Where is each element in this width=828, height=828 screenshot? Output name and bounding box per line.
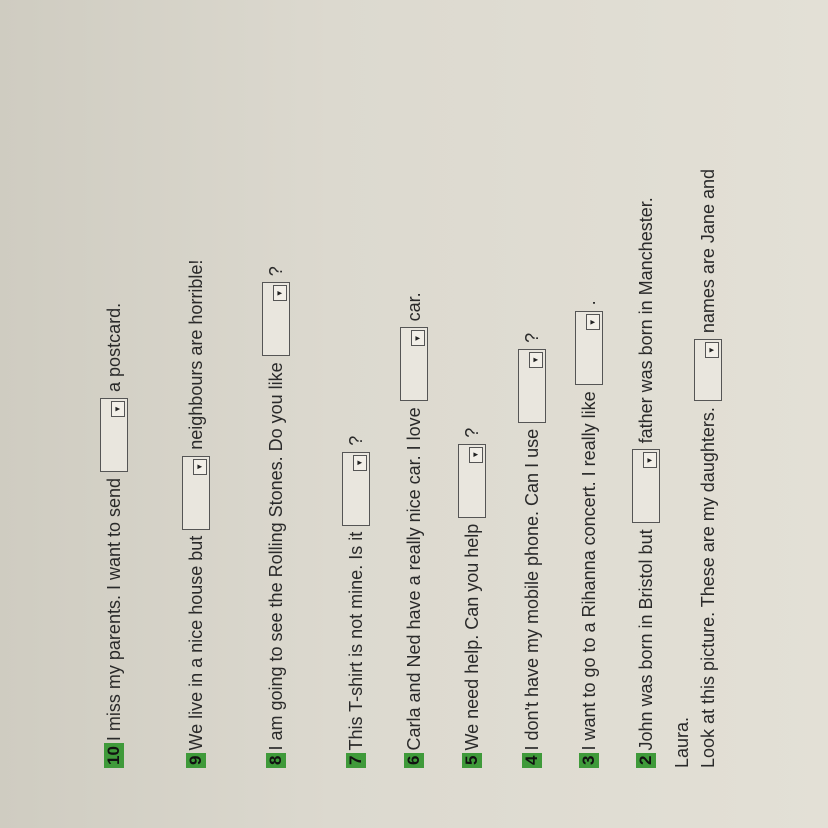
item-text-before: John was born in Bristol but	[635, 529, 656, 751]
intro-line-1	[694, 169, 722, 768]
item-number: 6	[404, 753, 424, 768]
item-number: 3	[579, 753, 599, 768]
dropdown-9[interactable]	[182, 456, 210, 530]
item-number: 9	[186, 753, 206, 768]
chevron-down-icon: ▼	[469, 447, 483, 463]
item-number: 4	[522, 753, 542, 768]
intro-text: Look at this picture. These are my daughters.	[697, 407, 718, 768]
item-text-before: This T-shirt is not mine. Is it	[345, 531, 366, 751]
item-3	[575, 300, 603, 768]
item-text-before: I miss my parents. I want to send	[103, 477, 124, 742]
item-text-after: neighbours are horrible!	[185, 259, 206, 450]
item-text-before: I am going to see the Rolling Stones. Do you like	[265, 362, 286, 751]
item-number: 8	[266, 753, 286, 768]
item-2	[632, 197, 660, 768]
item-number: 5	[462, 753, 482, 768]
item-6	[400, 292, 428, 768]
chevron-down-icon: ▼	[273, 285, 287, 301]
intro-after-text: names are Jane and	[697, 169, 718, 334]
dropdown-2[interactable]	[632, 449, 660, 523]
chevron-down-icon: ▼	[111, 401, 125, 417]
item-text-after: .	[578, 300, 599, 306]
chevron-down-icon: ▼	[529, 352, 543, 368]
item-text-after: ?	[345, 435, 366, 446]
item-number: 10	[104, 743, 124, 768]
item-text-before: I want to go to a Rihanna concert. I really like	[578, 391, 599, 751]
item-7	[342, 436, 370, 768]
dropdown-5[interactable]	[458, 444, 486, 518]
item-9	[182, 260, 210, 768]
item-text-after: ?	[265, 266, 286, 277]
chevron-down-icon: ▼	[193, 459, 207, 475]
chevron-down-icon: ▼	[705, 342, 719, 358]
item-10	[100, 303, 128, 768]
intro-line-2	[672, 717, 693, 768]
chevron-down-icon: ▼	[643, 452, 657, 468]
item-text-before: We live in a nice house but	[185, 535, 206, 751]
dropdown-3[interactable]	[575, 311, 603, 385]
chevron-down-icon: ▼	[353, 455, 367, 471]
intro-text-2: Laura.	[672, 716, 692, 768]
item-text-after: ?	[461, 427, 482, 438]
item-4	[518, 333, 546, 768]
dropdown-7[interactable]	[342, 452, 370, 526]
chevron-down-icon: ▼	[586, 314, 600, 330]
item-text-after: car.	[403, 292, 424, 322]
dropdown-4[interactable]	[518, 349, 546, 423]
item-text-after: a postcard.	[103, 302, 124, 392]
item-number: 7	[346, 753, 366, 768]
dropdown-8[interactable]	[262, 282, 290, 356]
item-text-before: We need help. Can you help	[461, 523, 482, 751]
item-5	[458, 428, 486, 768]
item-text-after: ?	[521, 332, 542, 343]
dropdown-intro[interactable]	[694, 339, 722, 401]
item-number: 2	[636, 753, 656, 768]
item-8	[262, 266, 290, 768]
dropdown-6[interactable]	[400, 327, 428, 401]
item-text-before: I don't have my mobile phone. Can I use	[521, 428, 542, 751]
item-text-before: Carla and Ned have a really nice car. I love	[403, 407, 424, 751]
dropdown-10[interactable]	[100, 398, 128, 472]
chevron-down-icon: ▼	[411, 330, 425, 346]
item-text-after: father was born in Manchester.	[635, 197, 656, 444]
